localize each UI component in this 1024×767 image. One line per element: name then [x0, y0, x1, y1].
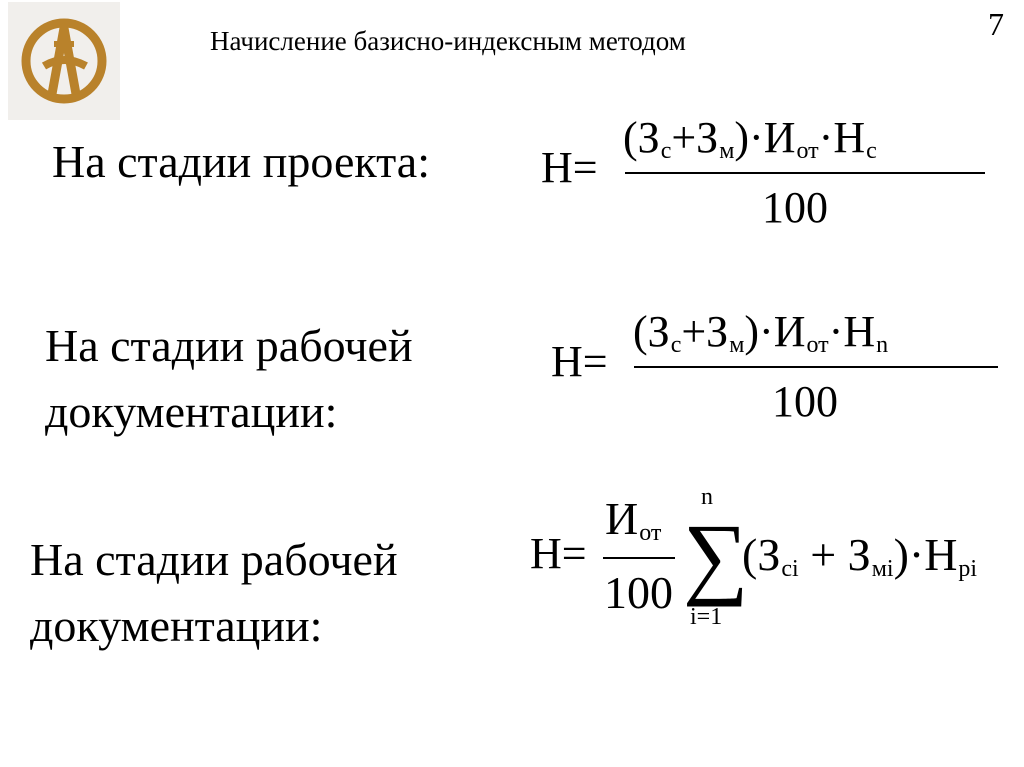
formula2-lhs: Н=: [551, 337, 608, 386]
company-logo: [8, 2, 120, 120]
formula1-numerator: $(З_с+З_м)\cdot И_{от}\cdot Н_с$: [623, 113, 877, 164]
logo-emblem-icon: [14, 14, 114, 108]
formula3-frac-denominator: 100: [604, 567, 673, 618]
formula3-lhs: Н=: [530, 529, 587, 578]
formula3-label-line1: На стадии рабочей: [30, 534, 398, 585]
formula1-lhs: Н=: [541, 143, 598, 192]
page-number: 7: [988, 6, 1004, 42]
formula2-denominator: 100: [772, 377, 838, 426]
formula2-numerator: $(З_с+З_м)\cdot И_{от}\cdot Н_n$: [633, 307, 889, 358]
formula3-term: $(З_{ci} + З_{мi})\cdot Н_{pi}$: [742, 529, 978, 582]
slide-title: Начисление базисно-индексным методом: [210, 26, 686, 56]
formula1-denominator: 100: [762, 183, 828, 232]
formula3-frac-numerator: $И_{от}$: [605, 493, 662, 546]
formula3-fraction-bar: [603, 557, 675, 559]
formula2-fraction-bar: [634, 366, 998, 368]
formula1-fraction-bar: [625, 172, 985, 174]
formula3-sum-lower: i=1: [690, 604, 723, 630]
formula2-label-line2: документации:: [45, 386, 338, 437]
formula1-label: На стадии проекта:: [52, 136, 430, 187]
formula3-sum-upper: n: [701, 484, 713, 510]
summation-icon: ∑: [683, 505, 749, 607]
formula3-label-line2: документации:: [30, 600, 323, 651]
formula2-label-line1: На стадии рабочей: [45, 320, 413, 371]
